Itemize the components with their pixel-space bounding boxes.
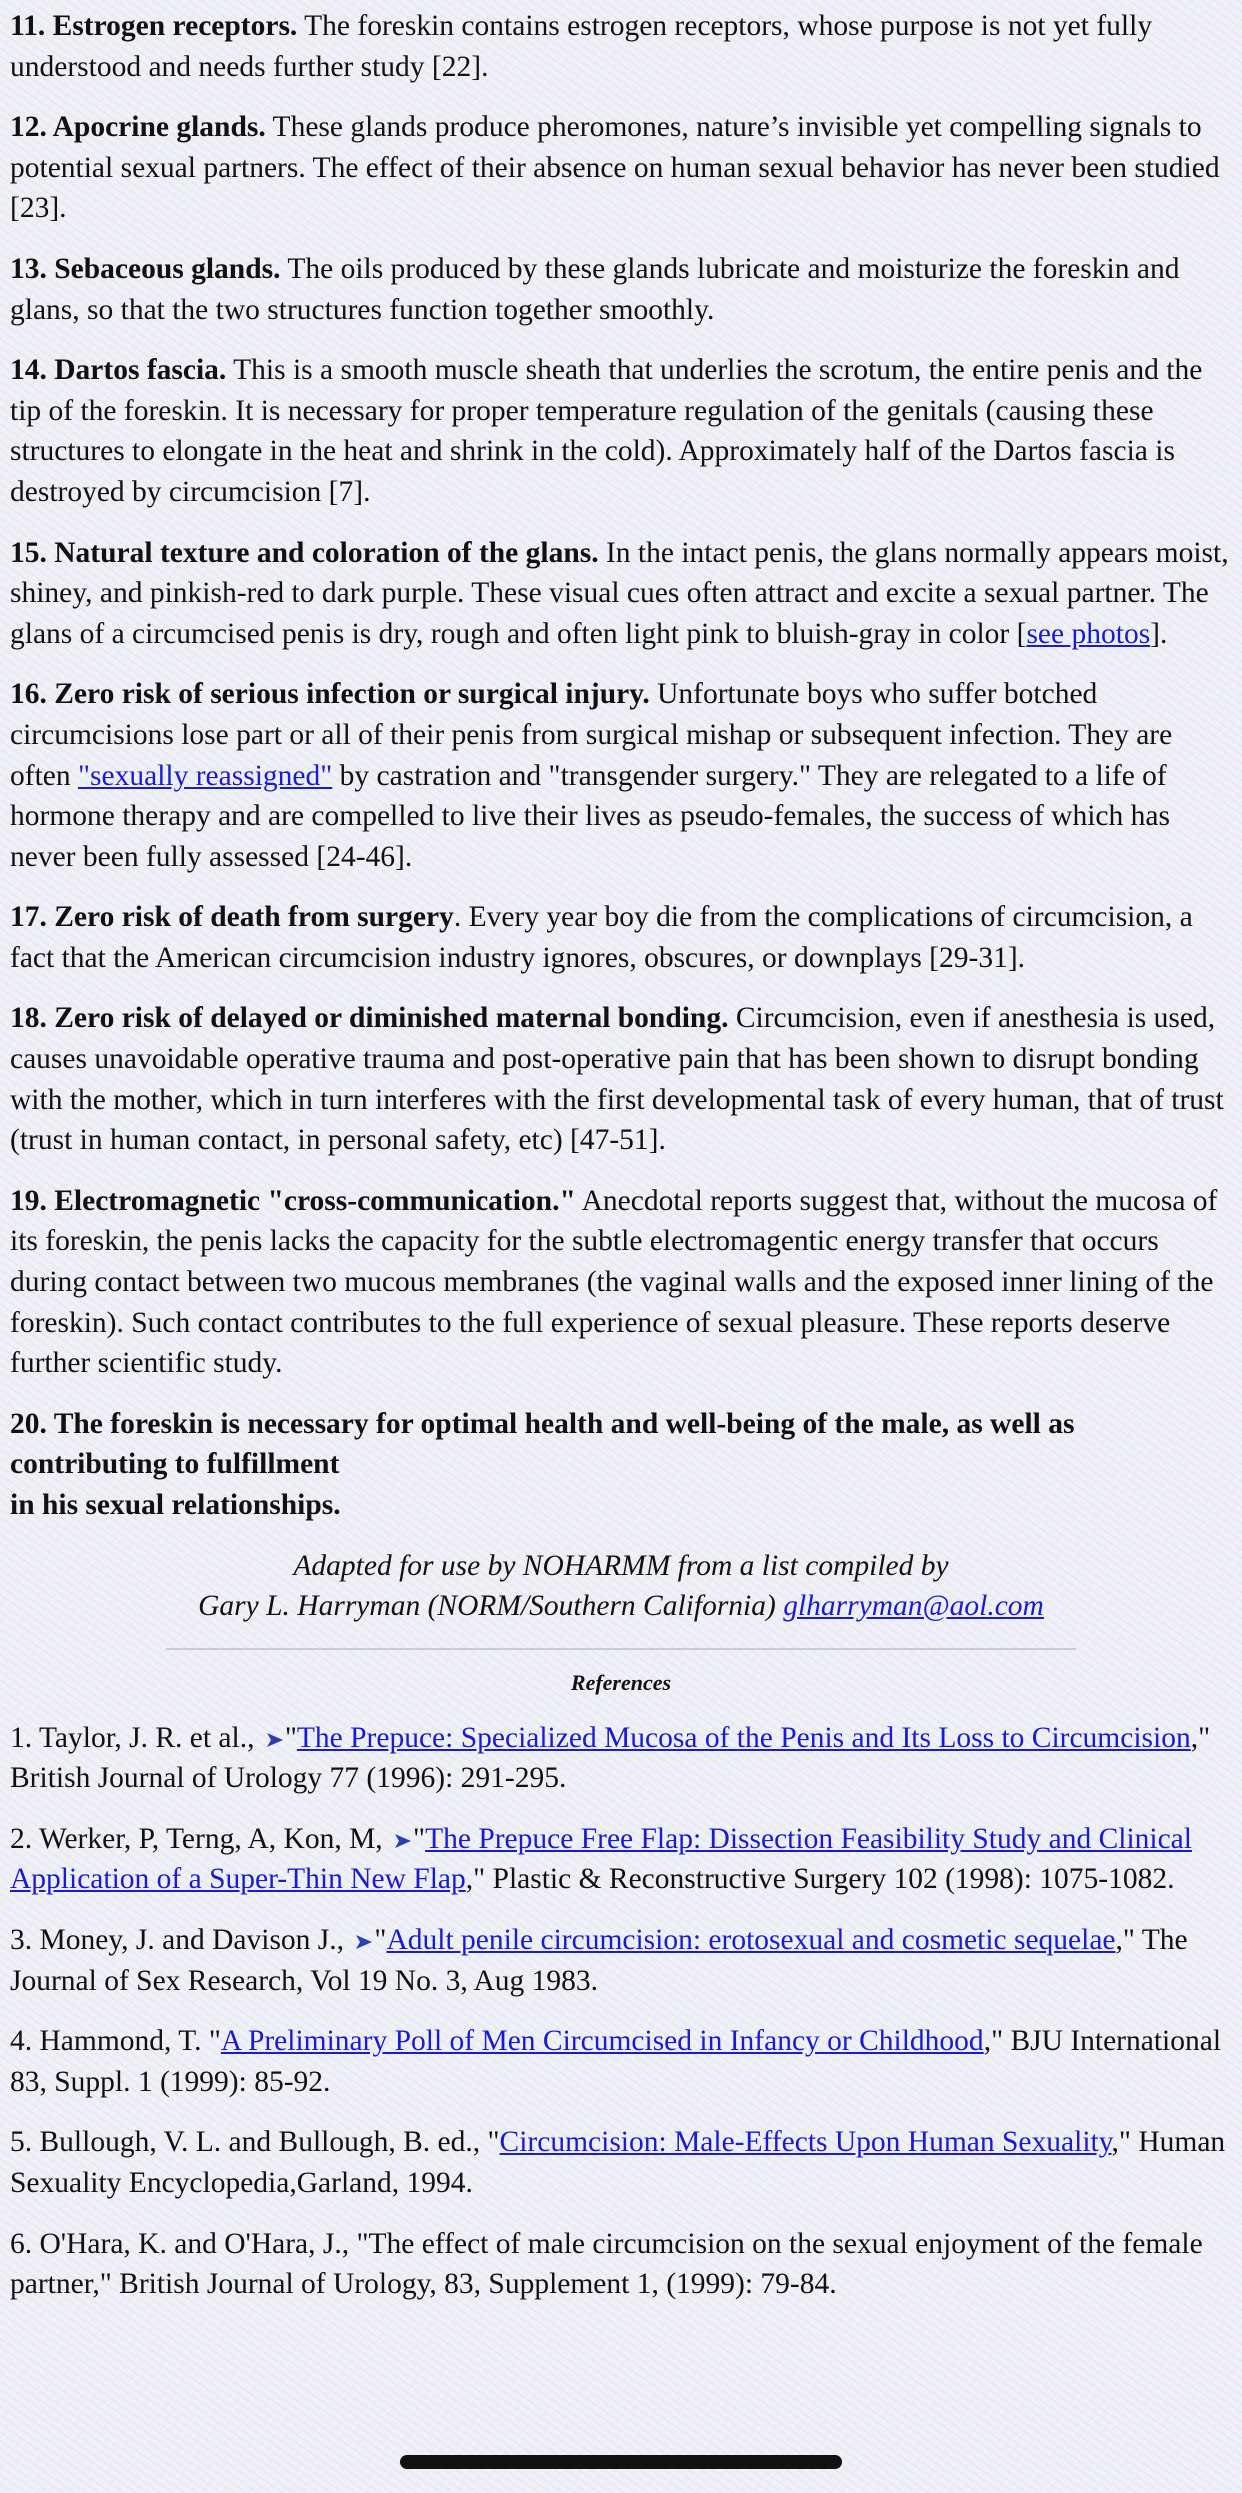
quote-mark: "	[208, 2025, 221, 2058]
attribution-author: Gary L. Harryman (NORM/Southern California)	[198, 1589, 784, 1622]
reference-item	[10, 1920, 1232, 2001]
reference-item	[10, 2224, 1232, 2305]
reference-link[interactable]: Adult penile circumcision: erotosexual and cosmetic sequelae	[386, 1923, 1116, 1956]
arrow-pointer-icon	[266, 1732, 284, 1748]
references-heading: References	[570, 1669, 672, 1695]
quote-mark: "	[374, 1923, 387, 1956]
list-item-14	[10, 350, 1232, 512]
reference-source: ," The Journal of Sex Research, Vol 19 No. 3, Aug 1983.	[10, 1923, 1188, 1997]
references-list	[10, 1718, 1232, 2305]
divider	[166, 1648, 1076, 1650]
item-heading: 11. Estrogen receptors.	[10, 10, 298, 42]
item-20-line-2: in his sexual relationships.	[10, 1489, 341, 1521]
attribution	[10, 1546, 1232, 1626]
attribution-line-1: Adapted for use by NOHARMM from a list compiled by	[293, 1549, 949, 1582]
item-text: These glands produce pheromones, nature’s invisible yet compelling signals to potential sexual partners. The effect of their absence on human sexual behavior has never been studied [23].	[10, 111, 1220, 225]
article-page	[10, 6, 1232, 2325]
item-heading: 16. Zero risk of serious infection or surgical injury.	[10, 678, 650, 711]
item-text: In the intact penis, the glans normally appears moist, shiney, and pinkish-red to dark purple. These visual cues often attract and excite a sexual partner. The glans of a circumcised penis is dry, rough and often light pink to bluish-gray in color [	[10, 536, 1229, 650]
reference-link[interactable]: The Prepuce: Specialized Mucosa of the Penis and Its Loss to Circumcision	[296, 1721, 1191, 1754]
reference-citation: 4. Hammond, T.	[10, 2025, 209, 2058]
reference-item	[10, 2122, 1232, 2203]
email-link[interactable]: glharryman@aol.com	[783, 1589, 1044, 1622]
item-heading: 19. Electromagnetic "cross-communication."	[10, 1184, 576, 1217]
list-item-19	[10, 1181, 1232, 1384]
item-text: The foreskin contains estrogen receptors, whose purpose is not yet fully understood and needs further study [22].	[10, 10, 1153, 83]
quote-mark: "	[413, 1822, 426, 1855]
item-text: This is a smooth muscle sheath that underlies the scrotum, the entire penis and the tip of the foreskin. It is necessary for proper temperature regulation of the genitals (causing these structures to elongate in the heat and shrink in the cold). Approximately half of the Dartos fascia is destroyed by circumcision [7].	[10, 354, 1203, 508]
item-text: Anecdotal reports suggest that, without the mucosa of its foreskin, the penis lacks the capacity for the subtle electromagentic energy transfer that occurs during contact between two mucous membranes (the vaginal walls and the exposed inner lining of the foreskin). Such contact contributes to the full experience of sexual pleasure. These reports deserve further scientific study.	[10, 1184, 1218, 1380]
reference-item	[10, 1718, 1232, 1799]
item-text: The oils produced by these glands lubricate and moisturize the foreskin and glans, so that the two structures function together smoothly.	[10, 252, 1180, 326]
list-item-12	[10, 107, 1232, 229]
reference-source: ," British Journal of Urology 77 (1996): 291-295.	[10, 1721, 1211, 1795]
list-item-15	[10, 533, 1232, 655]
list-item-17	[10, 897, 1232, 978]
item-heading: 18. Zero risk of delayed or diminished maternal bonding.	[10, 1002, 729, 1035]
see-photos-link[interactable]: see photos	[1026, 617, 1151, 650]
reference-source: ," Plastic & Reconstructive Surgery 102 (1998): 1075-1082.	[465, 1863, 1175, 1896]
arrow-pointer-icon	[355, 1934, 373, 1950]
list-item-16	[10, 674, 1232, 877]
reference-citation: 6. O'Hara, K. and O'Hara, J., "The effect of male circumcision on the sexual enjoyment of the female partner," British Journal of Urology, 83, Supplement 1, (1999): 79-84.	[10, 2227, 1203, 2301]
sexually-reassigned-link[interactable]: "sexually reassigned"	[78, 759, 333, 792]
list-item-18	[10, 998, 1232, 1160]
reference-source: ," BJU International 83, Suppl. 1 (1999): 85-92.	[10, 2025, 1222, 2098]
reference-citation: 3. Money, J. and Davison J.,	[10, 1923, 352, 1956]
quote-mark: "	[284, 1721, 297, 1754]
item-text: . Every year boy die from the complications of circumcision, a fact that the American circumcision industry ignores, obscures, or downplays [29-31].	[10, 901, 1193, 974]
item-heading: 12. Apocrine glands.	[10, 111, 266, 144]
list-item-13	[10, 249, 1232, 330]
item-text: Unfortunate boys who suffer botched circumcisions lose part or all of their penis from surgical mishap or subsequent infection. They are often	[10, 678, 1173, 792]
item-text: ].	[1150, 617, 1168, 650]
attribution-line-2	[10, 1586, 1232, 1626]
reference-link[interactable]: A Preliminary Poll of Men Circumcised in Infancy or Childhood	[220, 2025, 984, 2058]
list-item-11	[10, 6, 1232, 87]
home-indicator[interactable]	[400, 2455, 842, 2469]
item-heading: 15. Natural texture and coloration of the glans.	[10, 536, 599, 569]
reference-source: ," Human Sexuality Encyclopedia,Garland, 1994.	[10, 2126, 1226, 2199]
reference-citation: 5. Bullough, V. L. and Bullough, B. ed.,	[10, 2126, 488, 2159]
arrow-pointer-icon	[394, 1833, 412, 1849]
item-heading: 14. Dartos fascia.	[10, 354, 227, 387]
list-item-20	[10, 1404, 1232, 1526]
reference-link[interactable]: The Prepuce Free Flap: Dissection Feasibility Study and Clinical Application of a Super-Thin New Flap	[10, 1822, 1192, 1896]
reference-citation: 2. Werker, P, Terng, A, Kon, M,	[10, 1822, 391, 1855]
reference-item	[10, 1819, 1232, 1900]
reference-item	[10, 2021, 1232, 2102]
item-heading: 13. Sebaceous glands.	[10, 252, 281, 285]
item-heading: 17. Zero risk of death from surgery	[10, 901, 454, 934]
item-text: by castration and "transgender surgery." They are relegated to a life of hormone therapy and are compelled to live their lives as pseudo-females, the success of which has never been fully assessed [24-46].	[10, 759, 1170, 873]
item-text: Circumcision, even if anesthesia is used, causes unavoidable operative trauma and post-operative pain that has been shown to disrupt bonding with the mother, which in turn interferes with the first developmental task of every human, that of trust (trust in human contact, in personal safety, etc) [47-51].	[10, 1002, 1224, 1157]
quote-mark: "	[487, 2126, 500, 2159]
reference-link[interactable]: Circumcision: Male-Effects Upon Human Sexuality	[499, 2126, 1112, 2159]
reference-citation: 1. Taylor, J. R. et al.,	[10, 1721, 262, 1754]
item-20-line-1: 20. The foreskin is necessary for optimal health and well-being of the male, as well as contributing to fulfillment	[10, 1407, 1075, 1481]
